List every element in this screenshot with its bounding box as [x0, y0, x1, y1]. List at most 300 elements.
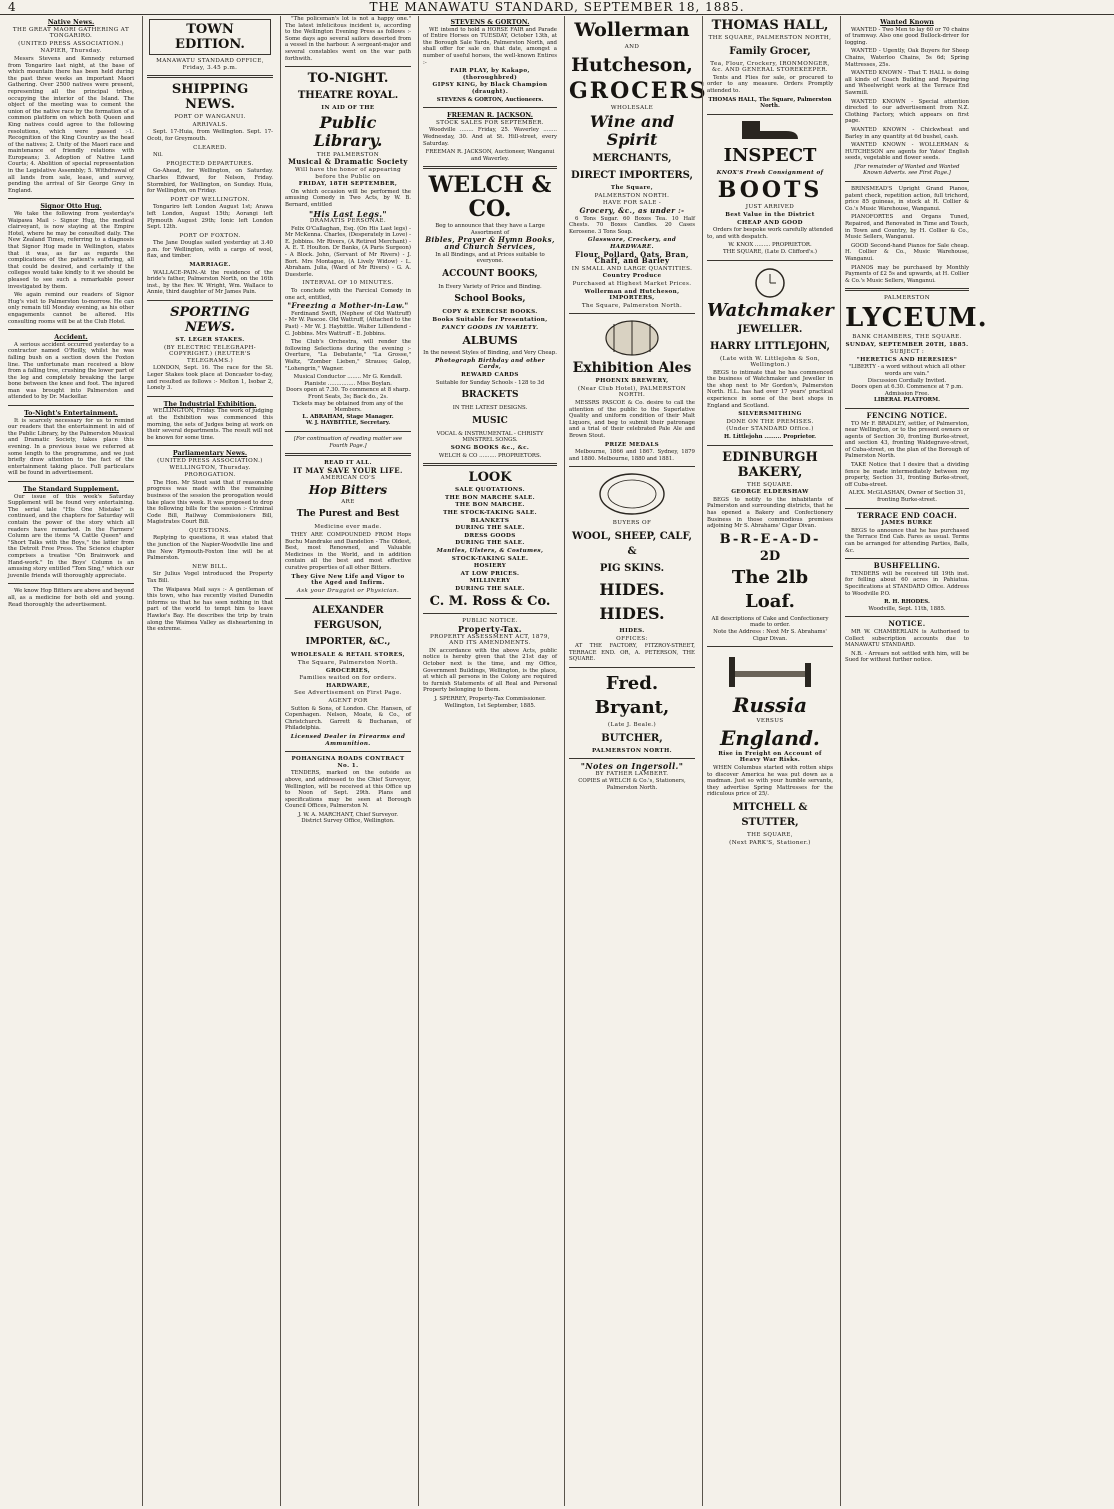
american-co: AMERICAN CO'S — [320, 475, 376, 482]
classified: WANTED KNOWN - Special attention directed to our advertisement from N.Z. Clothing Factory, which appears on first page. — [845, 98, 969, 125]
port-heading: PORT OF WANGANUI. — [174, 114, 246, 121]
column-7 — [840, 16, 988, 1506]
classified: WANTED - Ugently, Oak Buyers for Sheep Chains, Waterloo Chains, 5s 6d; Spring Mattresses, 25s. — [845, 48, 969, 68]
signature: J. SPERREY, Property-Tax Commissioner. — [434, 696, 546, 702]
article-text: Melbourne, 1866 and 1867. Sydney, 1879 and 1880. Melbourne, 1880 and 1881. — [569, 449, 695, 462]
address: THE SQUARE, PALMERSTON NORTH, — [708, 35, 832, 41]
divider — [845, 558, 969, 559]
subheading: THE PALMERSTON — [316, 151, 380, 158]
divider — [423, 613, 557, 614]
palmerston: PALMERSTON — [883, 295, 931, 302]
phoenix: PHOENIX BREWERY, — [595, 378, 669, 385]
heading-supplement: The Standard Supplement. — [22, 485, 120, 493]
page-number: 4 — [8, 0, 16, 14]
divider — [8, 583, 134, 584]
two-lb-loaf: The 2lb Loaf. — [731, 566, 809, 612]
twopence: 2D — [759, 548, 781, 564]
subheading: DRAMATIS PERSONAE. — [309, 218, 387, 225]
divider — [569, 466, 695, 467]
divider — [8, 481, 134, 482]
subheading: CLEARED. — [193, 144, 227, 151]
flour: Flour, Pollard, Oats, Bran, Chaff, and Barley — [575, 249, 689, 266]
subheading: (UNITED PRESS ASSOCIATION.) — [18, 40, 124, 47]
divider — [423, 463, 557, 466]
public-notice: PUBLIC NOTICE. — [462, 618, 518, 625]
dateline: Woodville, Sept. 11th, 1885. — [868, 605, 946, 612]
address: District Survey Office, Wellington. — [301, 818, 395, 825]
signature: STEVENS & GORTON, Auctioneers. — [436, 96, 544, 103]
wollerman: Wollerman — [574, 19, 690, 41]
subheading: IN AID OF THE — [321, 105, 375, 112]
subheading: (BY ELECTRIC TELEGRAPH-COPYRIGHT.) (REUTER'S TELEGRAMS.) — [163, 344, 257, 364]
subheading: They Give New Life and Vigor to the Aged and Infirm. — [291, 573, 405, 587]
divider — [569, 667, 695, 668]
hutcheson: Hutcheson, — [571, 53, 693, 76]
divider — [569, 313, 695, 314]
heading-native-news: Native News. — [47, 18, 95, 26]
sale-quotations: SALE QUOTATIONS. — [455, 487, 525, 494]
signature: W. KNOX ......... PROPRIETOR. — [728, 242, 812, 249]
terrace-end: TERRACE END COACH. — [856, 510, 958, 520]
mantles: Mantles, Ulsters, & Costumes, — [436, 547, 544, 554]
exhibition-ales: Exhibition Ales — [572, 360, 692, 377]
newspaper-title: THE MANAWATU STANDARD, SEPTEMBER 18, 1885. — [369, 0, 745, 14]
address: Note the Address : Next Mr S. Abrahams' Cigar Divan. — [713, 628, 827, 642]
during-sale: DURING THE SALE. — [455, 585, 525, 592]
subheading: BY FATHER LAMBERT. — [595, 770, 669, 777]
merchants: MERCHANTS, — [592, 153, 672, 165]
property-tax: Property-Tax. — [458, 624, 522, 635]
location: PALMERSTON NORTH. — [594, 192, 670, 199]
music: MUSIC — [472, 415, 508, 426]
article-text: MR W. CHAMBERLAIN is Authorised to Collect subscription accounts due to MANAWATU STANDARD. — [845, 628, 969, 649]
country-produce: Country Produce — [602, 273, 662, 280]
column-5 — [564, 16, 708, 1506]
article-text: "The policeman's lot is not a happy one." The latest infelicitous incident is, according to the Wellington Evening Press as follows :- Some days ago several sailors deserted from a vessel in the harbour. A sergeant-major and several constables went on the war path forthwith. — [285, 16, 411, 62]
article-text: It is scarcely necessary for us to remind our readers that the entertainment in aid of the Public Library, by the Palmerston Musical and Dramatic Society, takes place this evening. In a previous issue we referred at some length to the programme, and we just briefly draw attention to the fact of the entertainment taking place. Full particulars will be found in advertisement. — [8, 417, 134, 477]
article-text: BEGS to announce that he has purchased the Terrace End Cab. Fares as usual. Terms can be arranged for attending Parties, Balls, &c. — [845, 527, 969, 554]
during-sale: DURING THE SALE. — [455, 525, 525, 532]
pianiste: Pianiste ................ Miss Boylan. — [304, 380, 392, 387]
hides: HIDES. — [619, 628, 645, 634]
song-books: SONG BOOKS &c., &c. — [450, 444, 530, 451]
subheading: Will have the honor of appearing before the Public on — [294, 166, 402, 180]
butcher: BUTCHER, — [601, 732, 663, 744]
and: AND — [624, 44, 640, 50]
stevens-gorton-heading: STEVENS & GORTON. — [450, 18, 530, 26]
address: (Next PARK'S, Stationer.) — [729, 839, 811, 846]
divider — [285, 453, 411, 456]
subheading: Suitable for Sunday Schools - 128 to 3d — [435, 379, 545, 386]
divider — [845, 616, 969, 617]
subheading: PROPERTY ASSESSMENT ACT, 1879, AND ITS AMENDMENTS. — [430, 633, 550, 647]
doors: Doors open at 7.30. To commence at 8 sharp. — [285, 387, 411, 394]
divider — [285, 598, 411, 599]
column-1 — [4, 16, 138, 1506]
heading-accident: Accident. — [54, 333, 88, 342]
article-text: Tents and Flies for sale, or procured to order to any measure. Orders Promptly attended to. — [707, 74, 833, 94]
article-text: Our issue of this week's Saturday Supplement will be found very entertaining. The serial tale "His One Mistake" is continued, and the chapters for Saturday will contain the power of the story which all readers have remarked. In the Farmers' Column are the items "A Cattle Queen" and "Short Talks with the Boys," the latter from the Detroit Free Press. The Science chapter comprises a treatise "On Brainwork and Hand-work." In the Boys' Column is an amusing story entitled "Tom Sing," which our juvenile friends will thoroughly appreciate. — [8, 493, 134, 579]
albums: ALBUMS — [462, 334, 518, 348]
classified: GOOD Second-hand Pianos for Sale cheap. H. Collier & Co., Music Warehouse, Wanganui. — [845, 242, 969, 262]
article-text: We take the following from yesterday's Waipawa Mail :- Signor Hug, the medical clairvoyant, is now staying at the Empire Hotel, where he may be consulted daily. The New Zealand Times, referring to a diagnosis that Signor Hug made in Wellington, states that it was, as far as regards the complications of the patient's suffering, all that could be desired, and certainly if the colleges would take kindly to it we should be pleased to see such a remarkable power investigated by them. — [8, 211, 134, 290]
address: PALMERSTON NORTH. — [591, 747, 673, 754]
square: The Square, — [610, 185, 654, 192]
subheading: DONE ON THE PREMISES. — [726, 418, 814, 425]
subheading: (Under STANDARD Office.) — [726, 426, 814, 433]
port-heading: PORT OF FOXTON. — [179, 232, 241, 239]
divider — [707, 646, 833, 647]
divider — [147, 445, 273, 446]
quote: "LIBERTY - a word without which all other words are vain." — [848, 364, 966, 377]
article-text: A serious accident occurred yesterday to a contractor named O'Reilly, whilst he was falling bush on a section down the Foxton line. The unfortunate man received a blow from a falling tree, crushing the lower part of the leg and completely breaking the large bone between the knee and foot. The injured man was brought into Palmerston and attended to by Dr. Mackellar. — [8, 341, 134, 401]
article-text: WELLINGTON, Friday. The work of judging at the Exhibition was commenced this morning, the sets of Judges being at work on their several departments. The result will not be known for some time. — [147, 408, 273, 441]
school-books: School Books, — [454, 294, 526, 305]
divider — [845, 288, 969, 291]
article-text: AT THE FACTORY, FITZROY-STREET, TERRACE END. OR, A. PETERSON, THE SQUARE. — [569, 643, 695, 663]
fencing-notice: FENCING NOTICE. — [866, 410, 948, 420]
farce-title: "Freezing a Mother-in-Law." — [287, 301, 409, 311]
lyceum: LYCEUM. — [845, 302, 988, 333]
small-advert: We know Hop Bitters are above and beyond all, as a medicine for both old and young. Read thoroughly the advertisement. — [8, 588, 134, 608]
article-text: The Jane Douglas sailed yesterday at 3.40 p.m. for Wellington, with a cargo of wool, flax, and timber. — [147, 240, 273, 260]
groceries: GROCERIES, — [325, 667, 371, 674]
theatre-royal: THEATRE ROYAL. — [297, 90, 399, 102]
mitchell-stutter: MITCHELL & STUTTER, — [732, 801, 808, 828]
subheading: IN SMALL AND LARGE QUANTITIES. — [571, 265, 693, 272]
signature: J. W. A. MARCHANT, Chief Surveyor. — [298, 811, 398, 818]
during-sale: DURING THE SALE. — [455, 540, 525, 547]
article-text: 6 Tons Sugar. 60 Boxes Tea. 10 Half Chests. 70 Boxes Candles. 20 Cases Kerosene. 3 Tons Soap. — [569, 215, 695, 235]
article-text: BEGS to notify to the inhabitants of Palmerston and surrounding districts, that he has opened a Bakery and Confectionery Business in those commodious premises adjoining Mr S. Abrahams' Cigar Divan. — [707, 496, 833, 530]
fred-bryant: Fred. Bryant, — [594, 672, 670, 718]
divider — [147, 300, 273, 301]
article-text: Woodville ........ Friday, 25. Waverley ........ Wednesday, 30. And at St. Hill-street, every Saturday. — [423, 127, 557, 147]
article-text: Messrs Stevens and Kennedy returned from Tongariro last night, at the base of which mountain there has been held during the past three weeks an important Maori Gathering. Over 2500 natives were present, representing all the principal tribes, occupying the interior of the Island. The object of the meeting was to cement the union of the native race by the formation of a common platform on which both Queen and King natives could agree to the following resolutions, which were passed :-1. Recognition of the King Country as the head of the natives; 2. Unity of the Maori race and maintenance of friendly relations with Europeans; 3. Adoption of Native Land Courts; 4. Abolition of special representation in the Legislative Assembly; 5. Withdrawal of all lands from sale, lease, and survey, pending the arrival of Sir George Grey in England. — [8, 55, 134, 194]
heading-parliament: Parliamentary News. — [172, 449, 248, 458]
wholesale: WHOLESALE & RETAIL STORES, — [291, 652, 405, 659]
signature: WELCH & CO .......... PROPRIETORS. — [438, 452, 542, 459]
divider — [8, 198, 134, 199]
rise-freight: Rise in Freight on Account of Heavy War Risks. — [718, 750, 822, 764]
bedstead-icon — [721, 651, 819, 691]
article-text: Orders for bespoke work carefully attended to, and with despatch. — [707, 227, 833, 240]
pig-skins: PIG SKINS. — [599, 563, 665, 574]
thomas-hall: THOMAS HALL, — [711, 18, 829, 33]
article-text: The Club's Orchestra, will render the following Selections during the evening :- Overture, "La Debutante," "La Grosse," Waltz, "Zomber Lieben," Strauss; Galop, "Lohengrin," Wagner. — [285, 339, 411, 372]
subheading: LIBERAL PLATFORM. — [874, 397, 940, 404]
heading-entertainment: To-Night's Entertainment. — [24, 409, 118, 418]
event-date: FRIDAY, 18TH SEPTEMBER, — [298, 181, 398, 188]
marriage-heading: MARRIAGE. — [189, 262, 231, 269]
article-text: N.B. - Arrears not settled with him, will be Sued for without further notice. — [845, 650, 969, 664]
subheading: BANK CHAMBERS, THE SQUARE. — [852, 333, 962, 340]
classified: PIANOFORTES and Organs Tuned, Repaired, and Renovated in Time and Touch, in Town and Country, by H. Collier & Co., Music Sellers, Wanganui. — [845, 214, 969, 241]
grocery: Grocery, &c., as under :- — [579, 205, 685, 215]
article-text: MESSRS PASCOE & Co. desire to call the attention of the public to the Superlative Quality and uniform condition of their Malt Liquors, and beg to submit their patronage and a trial of their celebrated Pale Ale and Brown Stout. — [569, 400, 695, 440]
account-books: ACCOUNT BOOKS, — [442, 268, 538, 279]
subheading: QUESTIONS. — [188, 527, 232, 534]
society: Musical & Dramatic Society — [288, 157, 408, 167]
bon-marche: THE BON MARCHE SALE. — [444, 494, 536, 501]
signature: R. H. RHODES. — [884, 599, 930, 606]
address: The Square, Palmerston North. — [581, 302, 683, 309]
article-text: Sutton & Sons, of London. Chr. Hansen, of Copenhagen. Nelson, Moate, & Co., of Christchurch. Garrett & Buchanan, of Philadelphia. — [285, 705, 411, 732]
photo-cards: Photograph Birthday and other Cards, — [435, 357, 545, 371]
subheading: STOCK SALES FOR SEPTEMBER. — [436, 119, 544, 126]
heading-signor-hug: Signor Otto Hug. — [40, 202, 102, 211]
jeweller: JEWELLER. — [737, 323, 803, 335]
horse: FAIR PLAY, by Kakapo, (thoroughbred) — [450, 68, 530, 81]
article-text: WALLACE-PAIN.-At the residence of the bride's father, Palmerston North, on the 16th inst., by the Rev. W. Wright, Wm. Wallace to Annie, third daughter of Mr James Pain. — [147, 269, 273, 296]
subheading: In Every Variety of Price and Binding. — [438, 283, 542, 290]
boot-icon — [734, 119, 806, 141]
subheading: ARRIVALS. — [192, 121, 228, 128]
subheading: IN THE LATEST DESIGNS. — [452, 405, 528, 412]
column-3 — [280, 16, 415, 1506]
divider — [285, 751, 411, 752]
column-6 — [702, 16, 837, 1506]
direct-importers: DIRECT IMPORTERS, — [571, 170, 693, 182]
subheading: In all Bindings, and at Prices suitable to everyone. — [435, 251, 545, 265]
divider — [569, 758, 695, 759]
article-text: TENDERS will be received till 19th inst. for felling about 60 acres in Pahiatua. Specifications at STANDARD Office. Address to Woodville P.O. — [845, 570, 969, 597]
dateline: NAPIER, Thursday. — [40, 48, 102, 55]
conductor: Musical Conductor ........ Mr G. Kendall. — [293, 374, 403, 381]
cast-list: Ferdinand Swift, (Nephew of Old Wattruff) - Mr W. Pascoe. Old Wattruff, (Attached to the Past) - Mr W. J. Haybittle. Walter Lillendend - C. Jobbins. Mrs Wattruff - E. Jobbins. — [285, 310, 411, 337]
classified: BRINSMEAD'S Upright Grand Pianos, patent check, repetition action, full trichord, price 85 guineas, in stock at H. Collier & Co.'s Music Warehouse, Wanganui. — [845, 186, 969, 212]
subheading: HAVE FOR SALE - — [602, 200, 662, 207]
continuation-note: [For continuation of reading matter see Fourth Page.] — [293, 435, 403, 449]
article-text: TAKE Notice that I desire that a dividing fence be made intermediately between my property, Section 31, fronting Burke-street, off Cuba-street. — [845, 462, 969, 488]
public-library: Public Library. — [313, 112, 383, 150]
article-text: IN accordance with the above Acts, public notice is hereby given that the 21st day of October next is the time, and my Office, Government Buildings, Wellington, is the place, at which all persons in the Colony are required to furnish Statements of all Real and Personal Property belonging to them. — [423, 647, 557, 694]
address: The Square, Palmerston North. — [297, 660, 399, 666]
signature: H. Littlejohn ......... Proprietor. — [723, 434, 817, 441]
subheading: ARE — [341, 498, 355, 505]
millinery: MILLINERY — [469, 578, 511, 585]
subheading: Ask your Druggist or Physician. — [296, 587, 400, 594]
subheading: All descriptions of Cake and Confectionery made to order. — [711, 615, 829, 629]
bibles: Bibles, Prayer & Hymn Books, and Church Services, — [425, 235, 555, 252]
hosiery: HOSIERY — [473, 563, 507, 570]
hides-heading: HIDES. HIDES. — [599, 580, 665, 623]
save-life: IT MAY SAVE YOUR LIFE. — [293, 465, 403, 475]
banner-sub: MANAWATU STANDARD OFFICE, Friday, 3.45 p.m. — [156, 58, 264, 71]
play-title: "His Last Legs." — [308, 208, 387, 219]
article-text: Sept. 17-Huia, from Wellington. Sept. 17-Ocoti, for Greymouth. — [147, 129, 273, 142]
importer: IMPORTER, &C., — [305, 637, 391, 648]
signature: FREEMAN R. JACKSON, Auctioneer, Wanganui and Waverley. — [425, 149, 555, 162]
subheading: PROROGATION. — [184, 472, 236, 479]
lyceum-subject: "HERETICS AND HERESIES" — [856, 356, 958, 363]
george-eldershaw: GEORGE ELDERSHAW — [731, 489, 809, 496]
welch-heading: WELCH & CO. — [428, 172, 552, 223]
alex-ferguson: ALEXANDER FERGUSON, — [312, 605, 384, 632]
article-text: To conclude with the Farcical Comedy in one act, entitled, — [285, 288, 411, 301]
family-grocer: Family Grocer, — [729, 45, 811, 57]
subheading: NEW BILL. — [192, 563, 228, 570]
notice: NOTICE. — [888, 619, 926, 629]
stock-taking: THE STOCK-TAKING SALE. — [443, 509, 537, 516]
subheading: Tea, Flour, Crockery, IRONMONGER, &c. AND GENERAL STOREKEEPER. — [710, 60, 830, 74]
divider — [285, 66, 411, 67]
masthead — [0, 0, 1114, 15]
address: COPIES at WELCH & Co.'s, Stationers, Palmerston North. — [578, 778, 686, 791]
subheading: THE SQUARE. — [747, 481, 793, 488]
article-text: On which occasion will be performed the amusing Comedy in Two Acts, by W. B. Bernard, entitled — [285, 188, 411, 208]
blankets: BLANKETS — [470, 517, 510, 524]
signature: W. J. HAYBITTLE, Secretary. — [305, 420, 391, 427]
subheading: ST. LEGER STAKES. — [175, 337, 245, 344]
silversmithing: SILVERSMITHING — [738, 411, 802, 418]
subheading: (UNITED PRESS ASSOCIATION.) WELLINGTON, Thursday. — [157, 457, 263, 471]
subheading: (Near Club Hotel), PALMERSTON NORTH. — [577, 385, 687, 399]
column-4 — [418, 16, 561, 1506]
wanted-known-heading: Wanted Known — [880, 18, 934, 26]
prices: Front Seats, 3s; Back do., 2s. — [308, 393, 388, 400]
subheading: VOCAL & INSTRUMENTAL - CHRISTY MINSTREL SONGS. — [436, 430, 544, 444]
divider — [423, 166, 557, 169]
brackets: BRACKETS — [461, 390, 519, 401]
town-edition-banner: TOWN EDITION. — [149, 19, 271, 55]
article-text: WHEN Columbus started with rotten ships to discover America he was put down as a madman. Just so with your humble servants, they advertise Spring Mattresses for the ridiculous price of 25/. — [707, 764, 833, 798]
subheading: Discussion Cordially Invited. — [867, 377, 947, 384]
article-text: The Waipawa Mail says :- A gentleman of this town, who has recently visited Dunedin informs us that he has seen nothing in that part of the world to tempt him to leave Hawke's Bay. He describes the trip by train along the Waimea Valley as disheartening in the extreme. — [147, 586, 273, 633]
signature: ALEX. McGLASHAN, Owner of Section 31, fronting Burke-street. — [848, 490, 966, 504]
lyceum-date: SUNDAY, SEPTEMBER 20TH, 1885. — [845, 341, 969, 348]
tickets: Tickets may be obtained from any of the Members. — [292, 400, 404, 414]
cast-list: Felix O'Callaghan, Esq. (On His Last legs) - Mr McKenna. Charles, (Desperately in Love) - E. Jobbins. Mr Rivers, (A Retired Merchant) - A. E. T. Houlton. Dr Banks, (A Paris Surgeon) - A Block. John, (Servant of Mr Rivers) - J. Bort. Mrs Montague, (A Lively Widow) - L. Abraham. Julia, (Ward of Mr Rivers) - G. A. Duesterle. — [285, 225, 411, 278]
offices: OFFICES: — [616, 635, 648, 642]
tannery-seal-icon — [593, 471, 671, 517]
signature: Wollerman and Hutcheson, IMPORTERS, — [584, 288, 680, 302]
edinburgh-bakery: EDINBURGH BAKERY, — [722, 449, 818, 480]
bushfelling: BUSHFELLING. — [873, 561, 941, 571]
subheading: Beg to announce that they have a Large Assortment of — [435, 223, 545, 236]
watch-icon — [741, 265, 799, 299]
column-2 — [142, 16, 277, 1506]
divider — [423, 107, 557, 108]
subheading: PROJECTED DEPARTURES. — [166, 160, 254, 167]
divider — [285, 431, 411, 432]
knox: KNOX'S Fresh Consignment of — [716, 169, 824, 176]
boots: BOOTS — [717, 177, 823, 204]
best-value: Best Value in the District — [725, 211, 815, 218]
wool-sheep: WOOL, SHEEP, CALF, & — [571, 531, 693, 557]
ingersoll: "Notes on Ingersoll." — [580, 761, 684, 772]
article-text: Tongariro left London August 1st; Arawa left London, August 15th; Aorangi left Plymouth August 29th; Ionic left London Sept. 12th. — [147, 204, 273, 231]
article-text: Nil. — [153, 152, 163, 159]
divider — [8, 329, 134, 330]
subheading: JUST ARRIVED — [745, 204, 795, 211]
low-prices: AT LOW PRICES. — [460, 570, 520, 577]
divider — [8, 405, 134, 406]
subheading: See Advertisement on First Page. — [294, 690, 402, 697]
article-text: LONDON, Sept. 16. The race for the St. Leger Stakes took place at Doncaster to-day, and resulted as follows :- Melton 1, Isobar 2, Lonely 3. — [147, 365, 273, 392]
glassware: Glassware, Crockery, and HARDWARE. — [587, 237, 677, 250]
divider — [147, 396, 273, 397]
divider — [845, 181, 969, 182]
dress-goods: DRESS GOODS — [464, 532, 516, 539]
ross-co: C. M. Ross & Co. — [429, 594, 551, 610]
horse: GIPSY KING, by Black Champion (draught). — [432, 82, 548, 95]
presentation: Books Suitable for Presentation, — [432, 317, 548, 324]
subject: SUBJECT : — [889, 349, 925, 356]
article-text: BEGS to intimate that he has commenced the business of Watchmaker and Jeweller in the shop next to Mr Gordon's, Palmerston North. H.L. has had over 17 years' practical experience in some of the best shops in England and Scotland. — [707, 369, 833, 409]
divider — [707, 445, 833, 446]
pohangina: POHANGINA ROADS CONTRACT No. 1. — [291, 756, 405, 769]
address: THE SQUARE, (Late D. Clifford's.) — [722, 248, 817, 255]
buyers-of: BUYERS OF — [612, 520, 652, 527]
port-heading: PORT OF WELLINGTON. — [170, 196, 250, 203]
signature: THOMAS HALL, The Square, Palmerston North. — [708, 96, 832, 110]
article-text: WE intend to hold a HORSE FAIR and Parade of Entire Horses on TUESDAY, October 13th, at the Borough Sale Yards, Palmerston North, and shall offer for sale on that date, amongst a number of useful horses, the well-known Entires :- — [423, 26, 557, 66]
wholesale: WHOLESALE — [610, 104, 654, 111]
divider — [707, 114, 833, 115]
subheading: Admission Free. — [884, 390, 930, 397]
classified: PIANOS may be purchased by Monthly Payments of £2 5s and upwards, at H. Collier & Co.'s Music Sellers, Wanganui. — [845, 264, 969, 284]
inspect: INSPECT — [723, 144, 817, 166]
barrel-icon — [598, 318, 666, 358]
watchmaker: Watchmaker — [707, 299, 834, 321]
read-it-all: READ IT ALL. — [324, 460, 372, 467]
address: THE SQUARE, — [747, 831, 793, 838]
divider — [845, 408, 969, 409]
hop-bitters: Hop Bitters — [308, 482, 388, 497]
subheading: THE GREAT MAORI GATHERING AT TONGARIRO. — [12, 26, 130, 40]
bread: B-R-E-A-D- — [719, 531, 821, 547]
cheap-good: CHEAP AND GOOD — [737, 219, 803, 226]
dateline: Wellington, 1st September, 1885. — [444, 702, 536, 709]
wine-spirit: Wine and Spirit — [589, 112, 675, 150]
continuation-note: [For remainder of Wanted and Wanted Known Adverts. see First Page.] — [854, 163, 960, 177]
signature: L. ABRAHAM, Stage Manager. — [302, 413, 394, 420]
sporting-heading: SPORTING NEWS. — [170, 305, 250, 336]
subheading: Purchased at Highest Market Prices. — [572, 280, 692, 287]
licensed: Licensed Dealer in Firearms and Ammunition. — [290, 733, 406, 747]
article-text: THEY ARE COMPOUNDED FROM Hops Buchu Mandrake and Dandelion - The Oldest, Best, most Renowned, and Valuable Medicines in the World, and in addition contain all the best and most effective curative properties of all other Bitters. — [285, 532, 411, 572]
classified: WANTED - Two Men to lay 60 or 70 chains of tramway. Also one good Bullock-driver for logging. — [845, 26, 969, 46]
copy-books: COPY & EXERCISE BOOKS. — [442, 309, 538, 316]
versus: VERSUS — [756, 718, 784, 725]
tonight-heading: TO-NIGHT. — [307, 71, 389, 87]
harry-littlejohn: HARRY LITTLEJOHN, — [710, 340, 830, 352]
grocers: GROCERS — [569, 77, 708, 104]
subheading: Families waited on for orders. — [299, 675, 397, 682]
hardware: HARDWARE, — [326, 682, 370, 689]
look-heading: LOOK — [468, 470, 512, 486]
subheading: (Late with W. Littlejohn & Son, Wellington.) — [719, 355, 821, 369]
subheading: In the newest Styles of Binding, and Very Cheap. — [423, 350, 557, 357]
article-text: Sir Julius Vogel introduced the Property Tax Bill. — [147, 571, 273, 585]
england: England. — [720, 725, 820, 750]
subheading: AGENT FOR — [328, 697, 368, 704]
purest: The Purest and Best — [296, 509, 400, 520]
divider — [147, 75, 273, 78]
article-text: The Hon. Mr Stout said that if reasonable progress was made with the remaining business of the session the prorogation would take place this week. It was proposed to drop the following bills for the session :- Criminal Code Bill, Railway Commissioners Bill, Magistrates Court Bill. — [147, 479, 273, 526]
subheading: Medicine ever made. — [314, 524, 382, 531]
shipping-heading: SHIPPING NEWS. — [171, 82, 249, 113]
subheading: INTERVAL OF 10 MINUTES. — [302, 280, 394, 287]
subheading: (Late J. Beale.) — [607, 721, 657, 728]
classified: WANTED KNOWN - Chickwheat and Barley in any quantity at 6d bushel, cash. — [845, 126, 969, 140]
jackson-heading: FREEMAN R. JACKSON. — [447, 111, 533, 120]
article-text: Replying to questions, it was stated that the junction of the Napier-Woodville line and the New Plymouth-Foxton line will be at Palmerston. — [147, 535, 273, 562]
article-text: We again remind our readers of Signor Hug's visit to Palmerston to-morrow. He can only remain till Monday evening, as his other engagements cannot be altered. His consulting rooms will be at the Club Hotel. — [8, 292, 134, 325]
russia: Russia — [732, 693, 808, 718]
classified: WANTED KNOWN - That T. HALL is doing all kinds of Coach Building and Repairing and Wheelwright work at the Terrace End Sawmill. — [845, 70, 969, 96]
